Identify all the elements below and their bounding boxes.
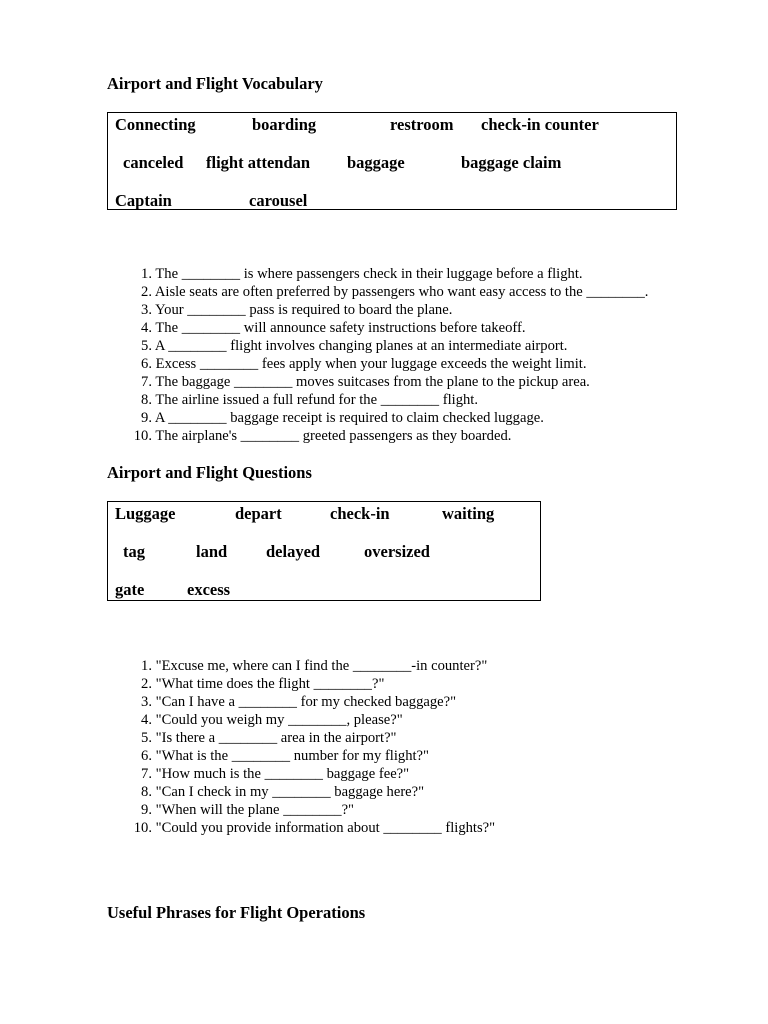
word-bank-item: oversized bbox=[364, 542, 430, 561]
list-item: 7. "How much is the ________ baggage fee?" bbox=[141, 766, 410, 782]
word-bank-item: depart bbox=[235, 504, 282, 523]
word-bank-item: gate bbox=[115, 580, 145, 599]
word-bank-item: waiting bbox=[442, 504, 495, 523]
word-bank-item: land bbox=[196, 542, 228, 561]
word-bank-item: restroom bbox=[390, 115, 454, 134]
word-bank-item: delayed bbox=[266, 542, 321, 561]
list-item: 5. "Is there a ________ area in the airport?" bbox=[141, 730, 397, 746]
exercise-list-vocabulary bbox=[122, 265, 648, 445]
word-bank-item: Luggage bbox=[115, 504, 176, 523]
word-bank-item: baggage bbox=[347, 153, 405, 172]
word-bank-vocabulary bbox=[107, 112, 677, 210]
word-bank-item: carousel bbox=[249, 191, 308, 210]
list-item: 4. The ________ will announce safety instructions before takeoff. bbox=[141, 320, 526, 336]
list-item: 10. "Could you provide information about ________ flights?" bbox=[133, 820, 496, 836]
list-item: 10. The airplane's ________ greeted passengers as they boarded. bbox=[133, 428, 512, 444]
word-bank-item: Connecting bbox=[115, 115, 196, 134]
list-item: 7. The baggage ________ moves suitcases from the plane to the pickup area. bbox=[141, 374, 590, 390]
list-item: 9. "When will the plane ________?" bbox=[141, 802, 354, 818]
list-item: 9. A ________ baggage receipt is required to claim checked luggage. bbox=[141, 410, 544, 426]
list-item: 8. "Can I check in my ________ baggage here?" bbox=[141, 784, 425, 800]
word-bank-item: tag bbox=[123, 542, 145, 561]
section-title-questions: Airport and Flight Questions bbox=[107, 463, 312, 482]
list-item: 1. The ________ is where passengers check in their luggage before a flight. bbox=[141, 266, 583, 282]
section-title-vocabulary: Airport and Flight Vocabulary bbox=[107, 74, 323, 93]
word-bank-item: boarding bbox=[252, 115, 317, 134]
list-item: 8. The airline issued a full refund for the ________ flight. bbox=[141, 392, 478, 408]
list-item: 2. Aisle seats are often preferred by passengers who want easy access to the ________. bbox=[141, 284, 649, 300]
exercise-list-questions bbox=[122, 657, 495, 837]
list-item: 6. "What is the ________ number for my flight?" bbox=[141, 748, 429, 764]
word-bank-item: check-in counter bbox=[481, 115, 599, 134]
word-bank-item: check-in bbox=[330, 504, 390, 523]
word-bank-item: excess bbox=[187, 580, 231, 599]
word-bank-item: baggage claim bbox=[461, 153, 562, 172]
word-bank-questions bbox=[107, 501, 541, 601]
list-item: 4. "Could you weigh my ________, please?" bbox=[141, 712, 403, 728]
word-bank-item: flight attendan bbox=[206, 153, 311, 172]
list-item: 1. "Excuse me, where can I find the ________-in counter?" bbox=[141, 658, 488, 674]
list-item: 2. "What time does the flight ________?" bbox=[141, 676, 385, 692]
list-item: 3. Your ________ pass is required to board the plane. bbox=[141, 302, 453, 318]
word-bank-item: canceled bbox=[123, 153, 184, 172]
list-item: 6. Excess ________ fees apply when your luggage exceeds the weight limit. bbox=[141, 356, 587, 372]
list-item: 5. A ________ flight involves changing planes at an intermediate airport. bbox=[141, 338, 568, 354]
list-item: 3. "Can I have a ________ for my checked baggage?" bbox=[141, 694, 457, 710]
word-bank-item: Captain bbox=[115, 191, 172, 210]
section-title-phrases: Useful Phrases for Flight Operations bbox=[107, 903, 366, 922]
